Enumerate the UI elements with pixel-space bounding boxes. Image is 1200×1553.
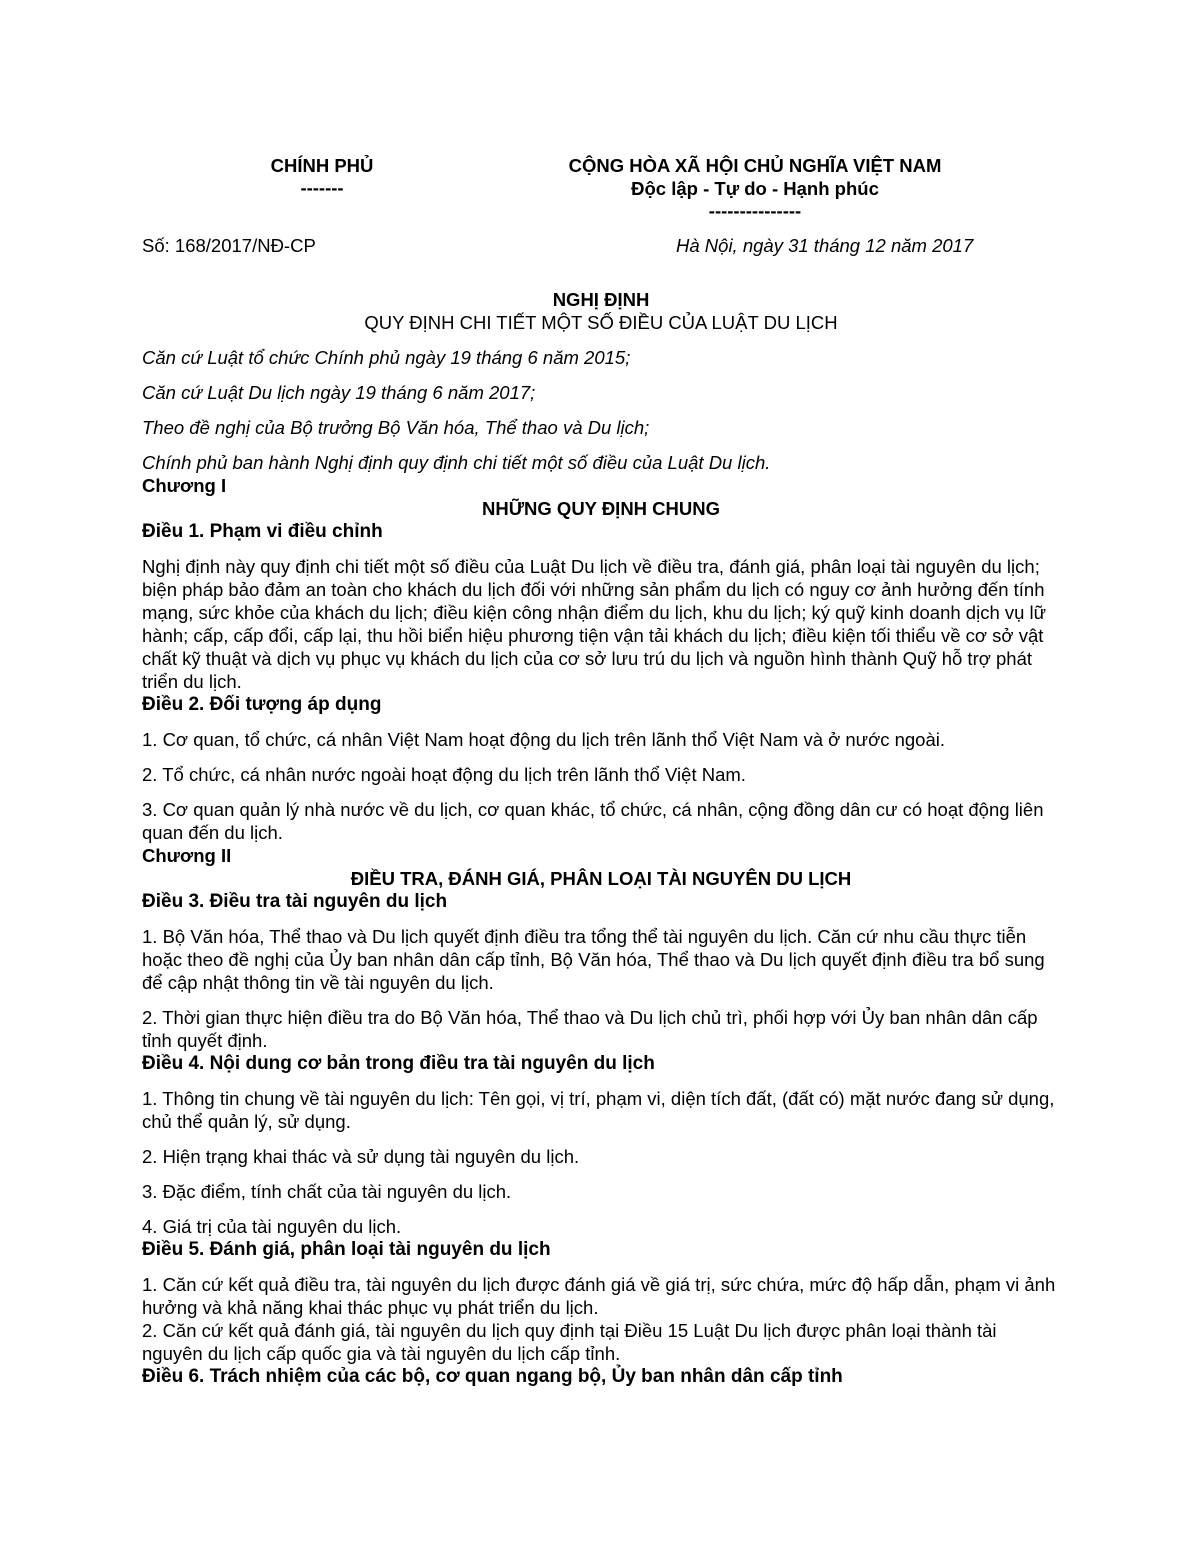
document-subject: QUY ĐỊNH CHI TIẾT MỘT SỐ ĐIỀU CỦA LUẬT DU LỊCH	[364, 312, 838, 333]
chapter-title: NHỮNG QUY ĐỊNH CHUNG	[481, 498, 721, 519]
issuing-authority-rule: -------	[300, 177, 344, 198]
chapter-label: Chương I	[142, 475, 227, 496]
preamble	[142, 346, 1060, 474]
preamble-line: Căn cứ Luật Du lịch ngày 19 tháng 6 năm 2017;	[142, 382, 536, 403]
article-item: 4. Giá trị của tài nguyên du lịch.	[142, 1216, 402, 1237]
article-heading: Điều 4. Nội dung cơ bản trong điều tra tài nguyên du lịch	[142, 1053, 655, 1074]
article-heading: Điều 6. Trách nhiệm của các bộ, cơ quan ngang bộ, Ủy ban nhân dân cấp tỉnh	[142, 1366, 843, 1387]
article-heading: Điều 2. Đối tượng áp dụng	[142, 694, 382, 715]
national-name: CỘNG HÒA XÃ HỘI CHỦ NGHĨA VIỆT NAM	[568, 155, 942, 176]
national-rule: ---------------	[708, 200, 802, 221]
article-item: 3. Đặc điểm, tính chất của tài nguyên du lịch.	[142, 1181, 512, 1202]
article-item: 1. Căn cứ kết quả điều tra, tài nguyên du lịch được đánh giá về giá trị, sức chứa, mức độ hấp dẫn, phạm vi ảnh hưởng và khả năng khai thác phục vụ phát triển du lịch.	[142, 1274, 1056, 1318]
article-paragraph: Nghị định này quy định chi tiết một số điều của Luật Du lịch về điều tra, đánh giá, phân loại tài nguyên du lịch; biện pháp bảo đảm an toàn cho khách du lịch đối với những sản phẩm du lịch có nguy cơ ảnh hưởng đến tính mạng, sức khỏe của khách du lịch; điều kiện công nhận điểm du lịch, khu du lịch; ký quỹ kinh doanh dịch vụ lữ hành; cấp, cấp đổi, cấp lại, thu hồi biển hiệu phương tiện vận tải khách du lịch; điều kiện tối thiểu về cơ sở vật chất kỹ thuật và dịch vụ phục vụ khách du lịch của cơ sở lưu trú du lịch và nguồn hình thành Quỹ hỗ trợ phát triển du lịch.	[142, 556, 1047, 692]
document-header	[142, 150, 1060, 260]
chapter-title: ĐIỀU TRA, ĐÁNH GIÁ, PHÂN LOẠI TÀI NGUYÊN DU LỊCH	[350, 868, 852, 889]
place-and-date: Hà Nội, ngày 31 tháng 12 năm 2017	[676, 235, 974, 256]
article-item: 1. Thông tin chung về tài nguyên du lịch: Tên gọi, vị trí, phạm vi, diện tích đất, (đất có) mặt nước đang sử dụng, chủ thể quản lý, sử dụng.	[142, 1088, 1055, 1132]
issuing-authority	[202, 154, 442, 199]
article-item: 2. Thời gian thực hiện điều tra do Bộ Văn hóa, Thể thao và Du lịch chủ trì, phối hợp với Ủy ban nhân dân cấp tỉnh quyết định.	[142, 1007, 1038, 1051]
document-type: NGHỊ ĐỊNH	[552, 289, 650, 310]
chapter-label: Chương II	[142, 845, 232, 866]
national-motto: Độc lập - Tự do - Hạnh phúc	[631, 178, 879, 199]
article-item: 2. Căn cứ kết quả đánh giá, tài nguyên du lịch quy định tại Điều 15 Luật Du lịch được phân loại thành tài nguyên du lịch cấp quốc gia và tài nguyên du lịch cấp tỉnh.	[142, 1320, 997, 1364]
national-title	[540, 154, 970, 222]
chapter-2	[142, 844, 1060, 1388]
document-title	[142, 288, 1060, 334]
article-item: 3. Cơ quan quản lý nhà nước về du lịch, cơ quan khác, tổ chức, cá nhân, cộng đồng dân cư có hoạt động liên quan đến du lịch.	[142, 799, 1044, 843]
preamble-line: Chính phủ ban hành Nghị định quy định chi tiết một số điều của Luật Du lịch.	[142, 452, 771, 473]
document-page	[142, 150, 1060, 1388]
article-item: 1. Bộ Văn hóa, Thể thao và Du lịch quyết định điều tra tổng thể tài nguyên du lịch. Căn cứ nhu cầu thực tiễn hoặc theo đề nghị của Ủy ban nhân dân cấp tỉnh, Bộ Văn hóa, Thể thao và Du lịch quyết định điều tra bổ sung để cập nhật thông tin về tài nguyên du lịch.	[142, 926, 1045, 993]
article-item: 2. Tổ chức, cá nhân nước ngoài hoạt động du lịch trên lãnh thổ Việt Nam.	[142, 764, 746, 785]
article-heading: Điều 5. Đánh giá, phân loại tài nguyên du lịch	[142, 1239, 551, 1260]
article-item: 1. Cơ quan, tổ chức, cá nhân Việt Nam hoạt động du lịch trên lãnh thổ Việt Nam và ở nước ngoài.	[142, 729, 945, 750]
chapter-1	[142, 474, 1060, 844]
issuing-authority-name: CHÍNH PHỦ	[270, 155, 374, 176]
number-date-row	[142, 234, 1060, 258]
article-heading: Điều 3. Điều tra tài nguyên du lịch	[142, 891, 448, 912]
article-item: 2. Hiện trạng khai thác và sử dụng tài nguyên du lịch.	[142, 1146, 580, 1167]
preamble-line: Theo đề nghị của Bộ trưởng Bộ Văn hóa, Thể thao và Du lịch;	[142, 417, 650, 438]
preamble-line: Căn cứ Luật tổ chức Chính phủ ngày 19 tháng 6 năm 2015;	[142, 347, 631, 368]
document-number: Số: 168/2017/NĐ-CP	[142, 235, 316, 256]
article-heading: Điều 1. Phạm vi điều chỉnh	[142, 521, 383, 542]
